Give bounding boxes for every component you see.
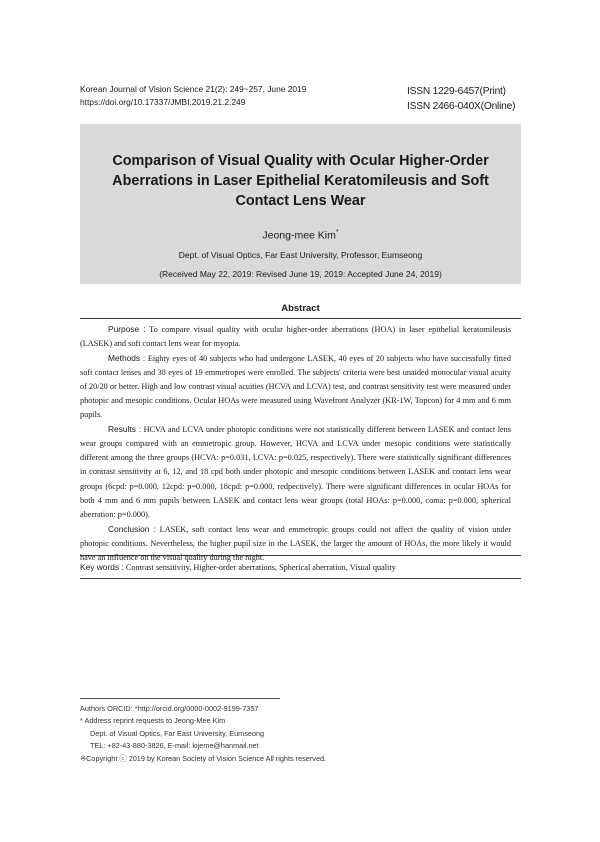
issn-online: ISSN 2466-040X(Online) (407, 101, 516, 112)
footnote-rule (80, 698, 280, 699)
abstract-heading: Abstract (281, 303, 320, 314)
footnote-address: Dept. of Visual Optics, Far East University, Eumseong (90, 728, 265, 738)
footnote-contact: TEL: +82-43-880-3826, E-mail: kijeme@hanmail.net (90, 741, 259, 751)
methods-label: Methods : (108, 353, 146, 364)
title-box (80, 124, 521, 284)
journal-citation: Korean Journal of Vision Science 21(2): 249~257, June 2019 (80, 84, 307, 94)
keywords-bottom-rule (80, 578, 521, 579)
author-mark: * (335, 229, 339, 236)
paper-title: Comparison of Visual Quality with Ocular Higher-Order Aberrations in Laser Epithelial Keratomileusis and Soft Contact Lens Wear (112, 153, 489, 209)
doi-link[interactable]: https://doi.org/10.17337/JMBI.2019.21.2.249 (80, 97, 246, 107)
abstract-top-rule (80, 318, 521, 319)
abstract-methods (80, 351, 511, 422)
keywords-label: Key words : (80, 562, 124, 572)
footnote-orcid: Authors ORCID: *http://orcid.org/0000-0002-9199-7357 (80, 704, 259, 713)
keywords-line (80, 562, 521, 572)
purpose-label: Purpose : (108, 324, 146, 334)
abstract-bottom-rule (80, 555, 521, 556)
author-name-text: Jeong-mee Kim (262, 229, 336, 242)
purpose-text: To compare visual quality with ocular higher-order aberrations (HOA) in laser epithelial keratomileusis (LASEK) and soft contact lens wear for myopia. (80, 325, 511, 349)
keywords-text: Contrast sensitivity, Higher-order aberrations, Spherical aberration, Visual quality (125, 563, 396, 572)
issn-block (407, 84, 515, 114)
author-name (80, 229, 521, 242)
conclusion-text: LASEK, soft contact lens wear and emmetropic groups could not affect the quality of vision under photopic conditions. Nevertheless, the higher pupil size in the LASEK, the larger the amount of HOAs, the more likely it would have an influence on the visual quality during the night. (80, 524, 512, 562)
issn-print: ISSN 1229-6457(Print) (407, 86, 506, 97)
footnote-copyright: ※Copyright ⓒ 2019 by Korean Society of Vision Science All rights reserved. (80, 753, 327, 763)
methods-text: Eighty eyes of 40 subjects who had undergone LASEK, 40 eyes of 20 subjects who have successfully fitted soft contact lenses and 38 eyes of 19 emmetropes were enrolled. The subjects' criteria were best unaided monocular visual acuity of 20/20 or better. High and low contrast visual acuities (HCVA and LCVA) test, and contrast sensitivity test were measured under photopic and mesopic conditions. Ocular HOAs were measured using Wavefront Analyzer (KR-1W, Topcon) for 4 mm and 6 mm pupils. (80, 354, 512, 420)
received-dates: (Received May 22, 2019: Revised June 19, 2019: Accepted June 24, 2019) (159, 268, 442, 279)
journal-header (80, 83, 306, 109)
abstract-results (80, 422, 511, 521)
results-text: HCVA and LCVA under photopic conditions were not statistically different between LASEK and contact lens wear groups compared with an emmetropic group. However, HCVA and LCVA under mesopic conditions were statistically different among the three groups (HCVA: p=0.031, LCVA: p=0.025, respectively). There were statistically significant differences in contrast sensitivity at 6, 12, and 18 cpd both under photopic and mesopic conditions between LASEK and contact lens wear groups (6cpd: p=0.000, 12cpd: p=0.000, 18cpd: p=0.000, redpectively). There were significant differences in ocular HOAs for both 4 mm and 6 mm pupils between LASEK and contact lens wear groups (total HOAs: p=0.000, coma: p=0.000, spherical aberration: p=0.000). (80, 425, 511, 519)
abstract-body (80, 322, 511, 565)
abstract-conclusion (80, 522, 511, 565)
abstract-purpose (80, 322, 511, 351)
author-affiliation: Dept. of Visual Optics, Far East University, Professor, Eumseong (178, 249, 423, 260)
footnotes (80, 703, 326, 765)
conclusion-label: Conclusion : (108, 523, 156, 534)
results-label: Results : (108, 424, 142, 435)
footnote-reprint: * Address reprint requests to Jeong-Mee Kim (80, 716, 226, 726)
